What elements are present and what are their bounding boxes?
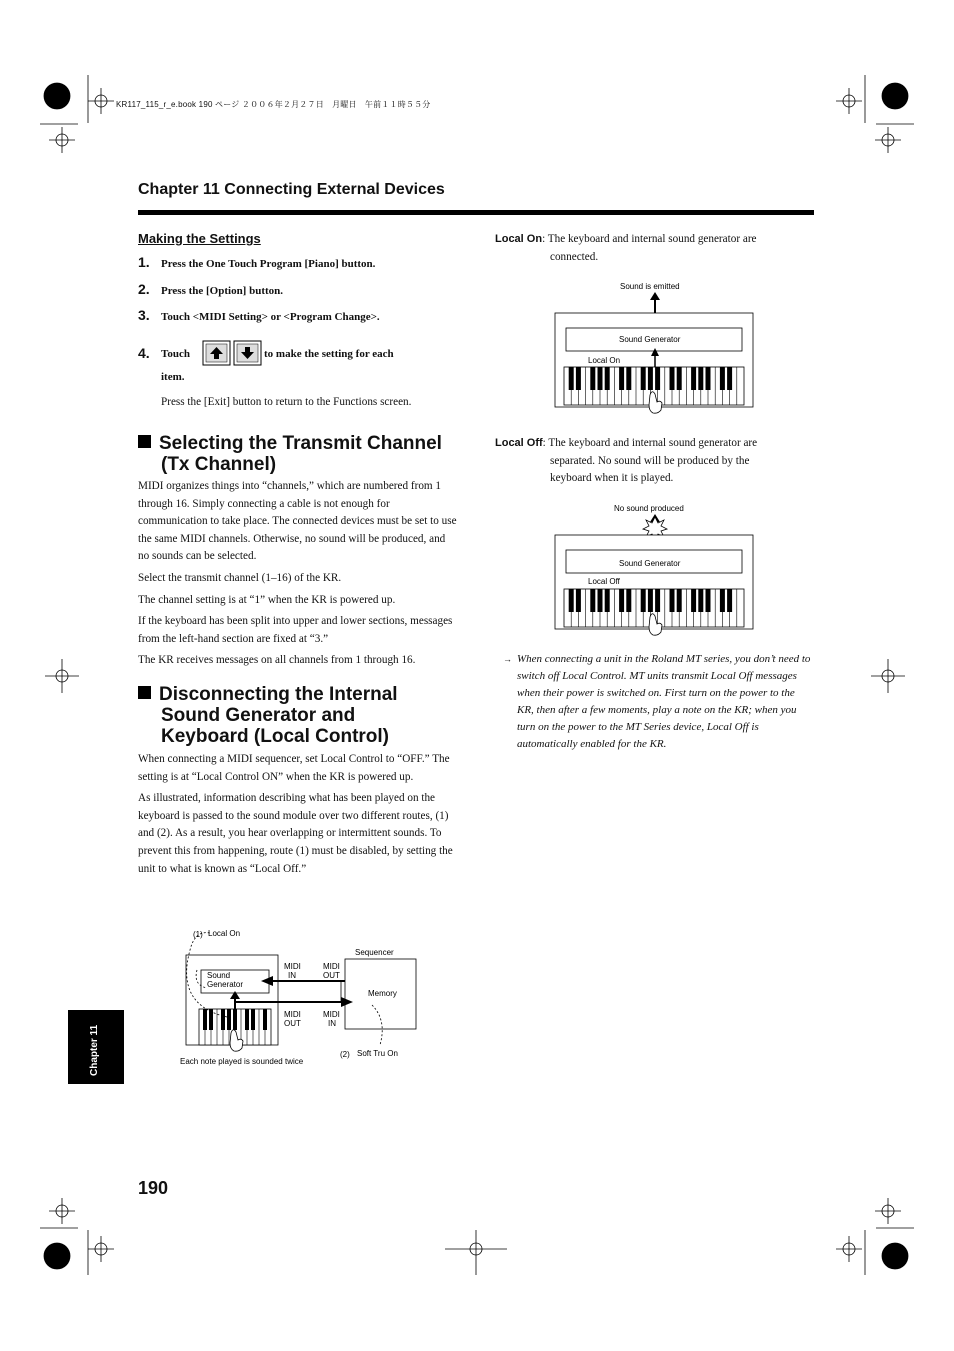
svg-text:Sound: Sound bbox=[207, 971, 231, 980]
step-1 bbox=[138, 254, 150, 272]
making-settings-heading: Making the Settings bbox=[138, 231, 261, 246]
up-arrow-icon bbox=[203, 341, 230, 365]
svg-text:(1): (1) bbox=[193, 930, 203, 939]
step-number: 4. bbox=[138, 345, 150, 361]
black-key bbox=[598, 367, 603, 390]
chapter-title: Chapter 11 Connecting External Devices bbox=[138, 181, 445, 198]
step-number: 1. bbox=[138, 254, 150, 270]
file-info-header: KR117_115_r_e.book 190 ページ ２００６年２月２７日 月曜日 午前１１時５５分 bbox=[116, 100, 431, 109]
black-key bbox=[727, 589, 732, 612]
svg-text:Sequencer: Sequencer bbox=[355, 948, 394, 957]
step-3 bbox=[138, 307, 150, 325]
black-key bbox=[720, 367, 725, 390]
chapter-rule bbox=[138, 210, 814, 215]
svg-text:Local Off: Local Off bbox=[588, 577, 620, 586]
black-key bbox=[698, 367, 703, 390]
svg-text:Memory: Memory bbox=[368, 989, 397, 998]
black-key bbox=[691, 367, 696, 390]
step-number: 3. bbox=[138, 307, 150, 323]
black-key bbox=[626, 589, 631, 612]
black-key bbox=[605, 367, 610, 390]
mt-series-note: When connecting a unit in the Roland MT series, you don’t need to switch off Local Control. MT units transmit Local Off messages when their power is switched on. First turn on the power to the KR, then after a few moments, play a note on the KR; when you turn on the power to the MT Series device, Local Off is automatically enabled for the KR. bbox=[517, 653, 811, 750]
step-4-text-before: Touch bbox=[161, 348, 190, 360]
black-key bbox=[641, 367, 646, 390]
black-key bbox=[626, 367, 631, 390]
page-number: 190 bbox=[138, 1178, 169, 1198]
black-key bbox=[605, 589, 610, 612]
tx-channel-heading: Selecting the Transmit Channel (Tx Channel) bbox=[138, 433, 468, 475]
paragraph: If the keyboard has been split into upper and lower sections, messages from the left-hand section are fixed at “3.” bbox=[138, 615, 453, 645]
black-key bbox=[727, 367, 732, 390]
black-key bbox=[648, 589, 653, 612]
black-key bbox=[698, 589, 703, 612]
black-key bbox=[655, 367, 660, 390]
black-key bbox=[670, 589, 675, 612]
black-key bbox=[648, 367, 653, 390]
step-number: 2. bbox=[138, 281, 150, 297]
paragraph: The KR receives messages on all channels from 1 through 16. bbox=[138, 654, 416, 667]
exit-note: Press the [Exit] button to return to the Functions screen. bbox=[161, 396, 412, 408]
paragraph: The channel setting is at “1” when the KR is powered up. bbox=[138, 593, 396, 606]
svg-text:OUT: OUT bbox=[284, 1019, 301, 1028]
svg-text:Sound Generator: Sound Generator bbox=[619, 335, 681, 344]
black-key bbox=[655, 589, 660, 612]
up-down-buttons bbox=[202, 340, 262, 366]
svg-text:Local On: Local On bbox=[208, 929, 241, 938]
step-3-text: Touch <MIDI Setting> or <Program Change>. bbox=[161, 311, 380, 323]
down-arrow-icon bbox=[234, 341, 261, 365]
svg-text:(2): (2) bbox=[340, 1050, 350, 1059]
black-key bbox=[576, 589, 581, 612]
svg-text:MIDI: MIDI bbox=[284, 962, 301, 971]
svg-text:IN: IN bbox=[328, 1019, 336, 1028]
paragraph: Select the transmit channel (1–16) of the KR. bbox=[138, 571, 342, 584]
svg-text:Generator: Generator bbox=[207, 980, 244, 989]
local-on-description: Local On: The keyboard and internal sound generator are connected. bbox=[495, 233, 757, 263]
black-key bbox=[590, 367, 595, 390]
section-square-icon bbox=[138, 686, 151, 699]
black-key bbox=[670, 367, 675, 390]
local-off-diagram bbox=[554, 502, 758, 642]
black-key bbox=[576, 367, 581, 390]
chapter-tab-label: Chapter 11 bbox=[89, 1024, 100, 1076]
step-4 bbox=[138, 345, 150, 363]
svg-text:Sound is emitted: Sound is emitted bbox=[620, 282, 680, 291]
local-control-diagram bbox=[175, 925, 425, 1070]
local-control-heading: Disconnecting the Internal Sound Generator and Keyboard (Local Control) bbox=[138, 684, 468, 747]
svg-text:Each note played is sounded tw: Each note played is sounded twice bbox=[180, 1057, 304, 1066]
svg-text:OUT: OUT bbox=[323, 971, 340, 980]
step-1-text: Press the One Touch Program [Piano] button. bbox=[161, 258, 376, 270]
svg-text:MIDI: MIDI bbox=[284, 1010, 301, 1019]
black-key bbox=[641, 589, 646, 612]
note-arrow-icon: → bbox=[503, 654, 512, 664]
svg-text:MIDI: MIDI bbox=[323, 962, 340, 971]
black-key bbox=[677, 589, 682, 612]
step-4-text-cont: item. bbox=[161, 371, 185, 383]
black-key bbox=[569, 367, 574, 390]
step-2-text: Press the [Option] button. bbox=[161, 285, 284, 297]
tx-channel-body bbox=[138, 478, 458, 670]
chapter-tab bbox=[68, 1010, 124, 1084]
svg-text:IN: IN bbox=[288, 971, 296, 980]
svg-text:MIDI: MIDI bbox=[323, 1010, 340, 1019]
black-key bbox=[590, 589, 595, 612]
black-key bbox=[677, 367, 682, 390]
black-key bbox=[706, 367, 711, 390]
black-key bbox=[598, 589, 603, 612]
section-square-icon bbox=[138, 435, 151, 448]
local-off-description: Local Off: The keyboard and internal sound generator are separated. No sound will be produced by the keyboard when it is played. bbox=[495, 437, 758, 485]
black-key bbox=[706, 589, 711, 612]
paragraph: MIDI organizes things into “channels,” which are numbered from 1 through 16. Simply connecting a cable is not enough for communication to take place. The connected devices must be set to use the same MIDI channels. Otherwise, no sound will be produced, and no sounds can be selected. bbox=[138, 480, 457, 563]
svg-text:Sound Generator: Sound Generator bbox=[619, 559, 681, 568]
paragraph: As illustrated, information describing what has been played on the keyboard is passed to the sound module over two different routes, (1) and (2). As a result, you hear overlapping or intermittent sounds. To prevent this from happening, route (1) must be disabled, by setting the unit to what is known as “Local Off.” bbox=[138, 792, 453, 875]
black-key bbox=[619, 589, 624, 612]
black-key bbox=[569, 589, 574, 612]
paragraph: When connecting a MIDI sequencer, set Local Control to “OFF.” The setting is at “Local Control ON” when the KR is powered up. bbox=[138, 753, 450, 783]
svg-text:Local On: Local On bbox=[588, 356, 621, 365]
local-on-diagram bbox=[554, 280, 758, 420]
local-control-body bbox=[138, 751, 458, 878]
svg-text:Soft Tru On: Soft Tru On bbox=[357, 1049, 398, 1058]
black-key bbox=[691, 589, 696, 612]
svg-text:No sound produced: No sound produced bbox=[614, 504, 684, 513]
step-4-text-after: to make the setting for each bbox=[264, 348, 394, 360]
step-2 bbox=[138, 281, 150, 299]
black-key bbox=[619, 367, 624, 390]
black-key bbox=[720, 589, 725, 612]
